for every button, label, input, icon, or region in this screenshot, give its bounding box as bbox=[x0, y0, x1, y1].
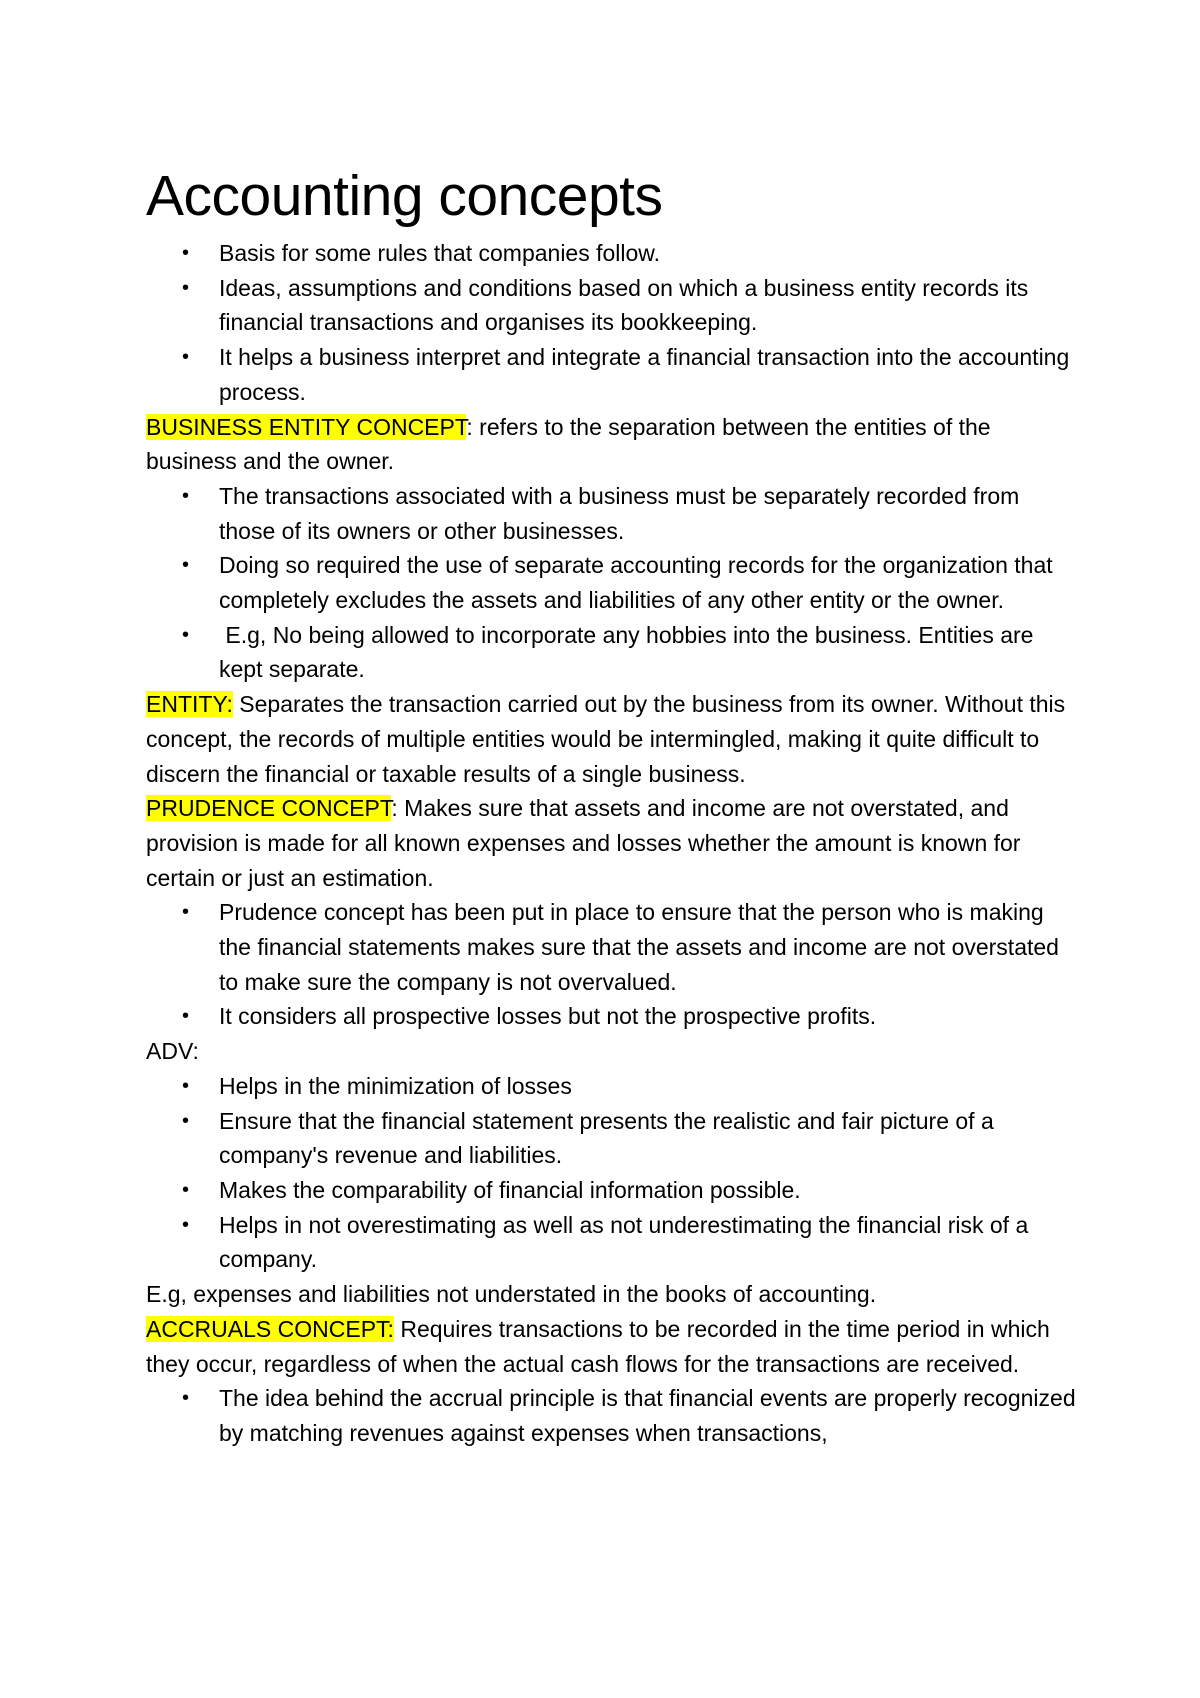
accruals-paragraph bbox=[146, 1312, 1076, 1381]
list-item: • The transactions associated with a business must be separately recorded from those of its owners or other businesses. bbox=[146, 479, 1076, 548]
intro-bullet-list bbox=[146, 236, 1076, 410]
accruals-bullet-list bbox=[146, 1381, 1076, 1450]
list-item: • Doing so required the use of separate accounting records for the organization that completely excludes the assets and liabilities of any other entity or the owner. bbox=[146, 548, 1076, 617]
list-item: • E.g, No being allowed to incorporate any hobbies into the business. Entities are kept separate. bbox=[146, 618, 1076, 687]
prudence-example: E.g, expenses and liabilities not understated in the books of accounting. bbox=[146, 1281, 877, 1308]
business-entity-paragraph bbox=[146, 410, 1076, 479]
list-item: • Helps in not overestimating as well as not underestimating the financial risk of a company. bbox=[146, 1208, 1076, 1277]
document-title: Accounting concepts bbox=[146, 164, 663, 228]
list-item: • Ensure that the financial statement presents the realistic and fair picture of a company's revenue and liabilities. bbox=[146, 1104, 1076, 1173]
entity-label: ENTITY: bbox=[146, 691, 233, 718]
list-item: • Ideas, assumptions and conditions based on which a business entity records its financial transactions and organises its bookkeeping. bbox=[146, 271, 1076, 340]
document-body bbox=[146, 160, 1076, 1451]
business-entity-bullet-list bbox=[146, 479, 1076, 687]
list-item: • Prudence concept has been put in place to ensure that the person who is making the financial statements makes sure that the assets and income are not overstated to make sure the company is not overvalued. bbox=[146, 895, 1076, 999]
list-item: • It considers all prospective losses but not the prospective profits. bbox=[146, 999, 1076, 1034]
list-item: • Makes the comparability of financial information possible. bbox=[146, 1173, 1076, 1208]
list-item: • Basis for some rules that companies follow. bbox=[146, 236, 1076, 271]
prudence-bullet-list bbox=[146, 895, 1076, 1034]
prudence-text: : Makes sure that assets and income are not overstated, and provision is made for all known expenses and losses whether the amount is known for certain or just an estimation. bbox=[146, 795, 1021, 891]
list-item: • The idea behind the accrual principle is that financial events are properly recognized by matching revenues against expenses when transactions, bbox=[146, 1381, 1076, 1450]
accruals-text: Requires transactions to be recorded in the time period in which they occur, regardless of when the actual cash flows for the transactions are received. bbox=[146, 1315, 1050, 1377]
business-entity-text: : refers to the separation between the entities of the business and the owner. bbox=[146, 413, 991, 475]
list-item: • It helps a business interpret and integrate a financial transaction into the accounting process. bbox=[146, 340, 1076, 409]
adv-heading: ADV: bbox=[146, 1038, 199, 1065]
entity-paragraph bbox=[146, 687, 1076, 791]
adv-bullet-list bbox=[146, 1069, 1076, 1277]
list-item: • Helps in the minimization of losses bbox=[146, 1069, 1076, 1104]
entity-text: Separates the transaction carried out by the business from its owner. Without this concept, the records of multiple entities would be intermingled, making it quite difficult to discern the financial or taxable results of a single business. bbox=[146, 691, 1066, 787]
accruals-label: ACCRUALS CONCEPT: bbox=[146, 1315, 394, 1342]
business-entity-label: BUSINESS ENTITY CONCEPT bbox=[146, 413, 467, 440]
prudence-label: PRUDENCE CONCEPT bbox=[146, 795, 392, 822]
prudence-paragraph bbox=[146, 791, 1076, 895]
